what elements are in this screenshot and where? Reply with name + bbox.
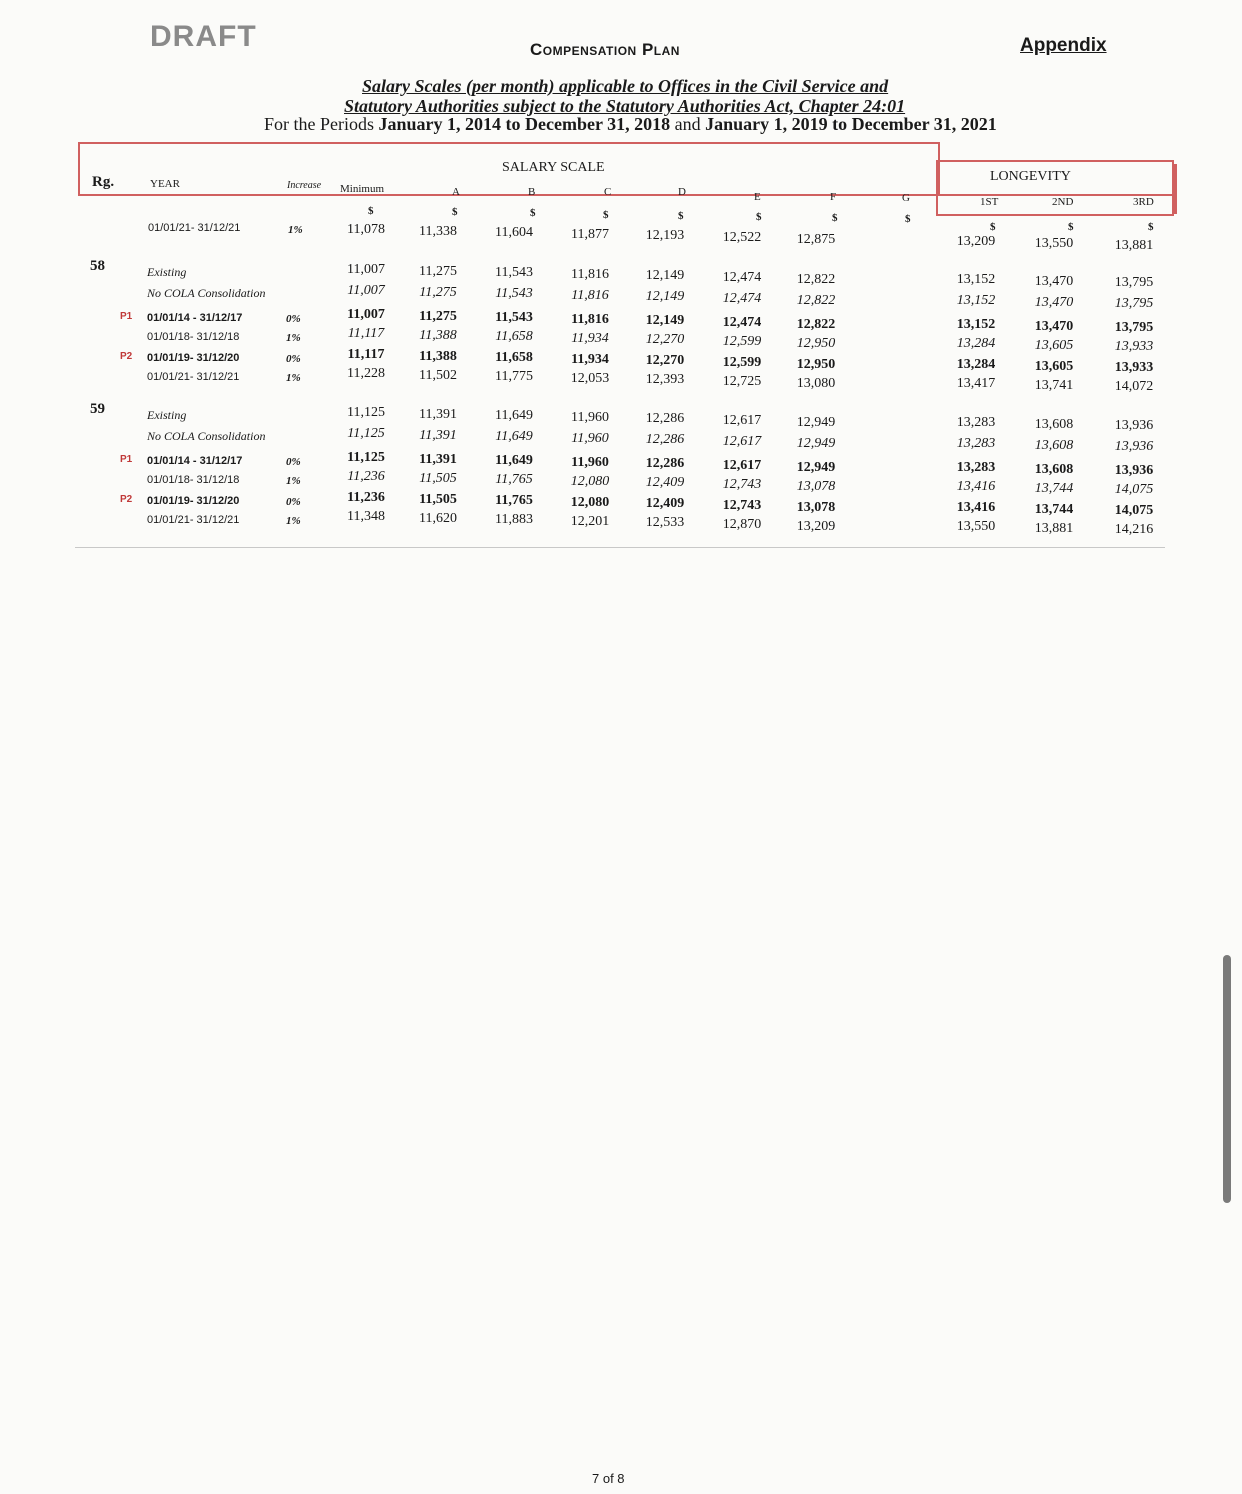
scale-value: 12,270 bbox=[645, 332, 685, 348]
scale-value: 11,078 bbox=[347, 222, 385, 237]
scale-value: 12,743 bbox=[722, 477, 762, 492]
row-increase: 0% bbox=[286, 496, 301, 508]
phase-marker: P2 bbox=[120, 494, 133, 505]
dollar-sign: $ bbox=[1068, 221, 1074, 233]
scale-value: 11,934 bbox=[571, 351, 609, 367]
longevity-value: 13,741 bbox=[1034, 377, 1074, 393]
dollar-sign: $ bbox=[905, 213, 911, 226]
scale-value: 11,391 bbox=[419, 427, 457, 443]
longevity-value: 13,608 bbox=[1034, 461, 1074, 477]
scale-value: 11,543 bbox=[495, 265, 533, 281]
dollar-sign: $ bbox=[368, 205, 374, 217]
row-label: 01/01/21- 31/12/21 bbox=[147, 371, 240, 383]
col-header-d: D bbox=[678, 186, 686, 198]
scale-value: 12,950 bbox=[796, 356, 836, 372]
row-label: 01/01/18- 31/12/18 bbox=[147, 474, 240, 486]
longevity-value: 13,608 bbox=[1034, 437, 1074, 453]
longevity-value: 13,550 bbox=[1034, 236, 1074, 251]
longevity-value: 13,284 bbox=[956, 357, 996, 372]
scale-value: 12,522 bbox=[722, 230, 762, 245]
scale-value: 12,822 bbox=[796, 316, 836, 332]
row-increase: 0% bbox=[286, 353, 301, 365]
appendix-label: Appendix bbox=[1020, 35, 1107, 56]
scale-value: 11,388 bbox=[419, 348, 457, 364]
scale-value: 12,743 bbox=[722, 498, 762, 513]
grade-number: 58 bbox=[90, 258, 105, 274]
scale-value: 11,816 bbox=[571, 266, 609, 282]
salary-scale-label: SALARY SCALE bbox=[502, 160, 605, 175]
longevity-value: 13,933 bbox=[1114, 360, 1154, 375]
dollar-sign: $ bbox=[832, 212, 838, 225]
scale-value: 11,388 bbox=[419, 327, 457, 343]
longevity-value: 13,416 bbox=[956, 500, 996, 515]
subtitle-line-1: Salary Scales (per month) applicable to Offices in the Civil Service and bbox=[362, 76, 889, 96]
scale-value: 11,125 bbox=[347, 450, 385, 465]
row-label: No COLA Consolidation bbox=[147, 429, 266, 443]
scale-value: 11,236 bbox=[347, 490, 385, 505]
row-label: Existing bbox=[147, 408, 187, 422]
row-increase: 1% bbox=[288, 224, 303, 236]
period-a: January 1, 2014 to December 31, 2018 bbox=[378, 114, 671, 134]
scale-value: 11,007 bbox=[347, 307, 385, 322]
scale-value: 12,949 bbox=[796, 459, 836, 475]
scale-value: 11,649 bbox=[495, 453, 533, 469]
scale-value: 11,007 bbox=[347, 262, 385, 277]
draft-watermark: DRAFT bbox=[150, 20, 257, 53]
rg-header: Rg. bbox=[92, 174, 115, 190]
longevity-value: 13,417 bbox=[956, 376, 996, 391]
col-header-a: A bbox=[452, 186, 460, 198]
minimum-header: Minimum bbox=[340, 183, 385, 195]
row-label: 01/01/18- 31/12/18 bbox=[147, 331, 240, 343]
scale-value: 12,053 bbox=[570, 370, 610, 386]
longevity-value: 13,209 bbox=[956, 234, 996, 249]
scale-value: 11,934 bbox=[571, 330, 609, 346]
scale-value: 11,275 bbox=[419, 263, 457, 279]
longevity-label: LONGEVITY bbox=[990, 169, 1071, 184]
scale-value: 12,080 bbox=[570, 473, 610, 489]
col-header-f: F bbox=[830, 191, 837, 203]
row-increase: 1% bbox=[286, 515, 301, 527]
scale-value: 11,816 bbox=[571, 311, 609, 327]
longevity-value: 14,075 bbox=[1114, 503, 1154, 518]
scale-value: 12,599 bbox=[722, 334, 762, 349]
scale-value: 12,949 bbox=[796, 414, 836, 430]
scale-value: 12,474 bbox=[722, 291, 762, 306]
scale-value: 11,125 bbox=[347, 426, 385, 441]
longevity-value: 13,550 bbox=[956, 519, 996, 534]
scale-value: 12,870 bbox=[722, 517, 762, 532]
row-label: 01/01/21- 31/12/21 bbox=[147, 514, 240, 526]
scale-value: 13,078 bbox=[796, 478, 836, 494]
scale-value: 11,658 bbox=[495, 329, 533, 345]
col-header-c: C bbox=[604, 186, 612, 198]
scale-value: 11,348 bbox=[347, 509, 385, 524]
scale-value: 11,275 bbox=[419, 308, 457, 324]
scale-value: 12,149 bbox=[645, 289, 685, 305]
longevity-value: 13,795 bbox=[1114, 275, 1154, 290]
longevity-value: 13,795 bbox=[1114, 296, 1154, 311]
scale-value: 12,533 bbox=[645, 515, 685, 531]
document-title: Compensation Plan bbox=[530, 40, 680, 59]
longevity-value: 13,284 bbox=[956, 336, 996, 351]
scale-value: 11,391 bbox=[419, 406, 457, 422]
longevity-value: 14,216 bbox=[1114, 522, 1154, 537]
col-header-b: B bbox=[528, 186, 536, 198]
row-label: No COLA Consolidation bbox=[147, 286, 266, 300]
scale-value: 11,775 bbox=[495, 369, 533, 385]
longevity-value: 13,933 bbox=[1114, 339, 1154, 354]
longevity-value: 13,608 bbox=[1034, 416, 1074, 432]
scale-value: 11,960 bbox=[571, 409, 609, 425]
scrollbar-thumb[interactable] bbox=[1223, 955, 1231, 1203]
scale-value: 11,816 bbox=[571, 287, 609, 303]
row-increase: 0% bbox=[286, 313, 301, 325]
scale-value: 11,765 bbox=[495, 493, 533, 509]
longevity-value: 13,283 bbox=[956, 415, 996, 430]
scale-value: 12,617 bbox=[722, 458, 762, 473]
scale-value: 11,228 bbox=[347, 366, 385, 381]
scale-value: 12,822 bbox=[796, 292, 836, 308]
longevity-value: 13,470 bbox=[1034, 318, 1074, 334]
scale-value: 12,617 bbox=[722, 434, 762, 449]
period-b: January 1, 2019 to December 31, 2021 bbox=[705, 114, 997, 134]
scale-value: 12,149 bbox=[645, 268, 685, 284]
longevity-value: 13,744 bbox=[1034, 480, 1074, 496]
scale-value: 11,117 bbox=[347, 347, 385, 362]
scale-value: 12,393 bbox=[645, 372, 685, 388]
phase-marker: P1 bbox=[120, 311, 133, 322]
scale-value: 11,877 bbox=[571, 226, 609, 242]
longevity-value: 13,416 bbox=[956, 479, 996, 494]
longevity-value: 13,936 bbox=[1114, 463, 1154, 478]
scale-value: 11,649 bbox=[495, 408, 533, 424]
scale-value: 12,193 bbox=[645, 228, 685, 244]
scale-value: 12,725 bbox=[722, 374, 762, 389]
scale-value: 13,078 bbox=[796, 499, 836, 515]
row-increase: 1% bbox=[286, 372, 301, 384]
longevity-value: 13,881 bbox=[1034, 520, 1074, 536]
periods-prefix: For the Periods bbox=[264, 114, 379, 134]
longevity-value: 13,881 bbox=[1114, 238, 1154, 253]
scale-value: 11,883 bbox=[495, 512, 533, 528]
scale-value: 11,125 bbox=[347, 405, 385, 420]
scale-value: 11,604 bbox=[495, 225, 533, 241]
row-year-label: 01/01/21- 31/12/21 bbox=[148, 222, 241, 234]
subtitle-line-2: Statutory Authorities subject to the Statutory Authorities Act, Chapter 24:01 bbox=[344, 96, 906, 116]
longevity-value: 13,936 bbox=[1114, 439, 1154, 454]
scale-value: 12,270 bbox=[645, 353, 685, 369]
periods-mid: and bbox=[670, 114, 706, 134]
row-increase: 1% bbox=[286, 332, 301, 344]
scale-value: 11,765 bbox=[495, 472, 533, 488]
scale-value: 11,620 bbox=[419, 510, 457, 526]
row-increase: 0% bbox=[286, 456, 301, 468]
scale-value: 11,543 bbox=[495, 310, 533, 326]
scale-value: 11,960 bbox=[571, 430, 609, 446]
row-label: 01/01/19- 31/12/20 bbox=[147, 495, 240, 507]
row-label: 01/01/14 - 31/12/17 bbox=[147, 312, 243, 324]
scale-value: 13,209 bbox=[796, 518, 836, 534]
scale-value: 12,599 bbox=[722, 355, 762, 370]
scale-value: 13,080 bbox=[796, 375, 836, 391]
periods-line bbox=[264, 114, 997, 135]
scale-value: 12,286 bbox=[645, 411, 685, 427]
dollar-sign: $ bbox=[1148, 221, 1154, 233]
longevity-value: 13,605 bbox=[1034, 337, 1074, 353]
longevity-header-1: 1ST bbox=[980, 196, 999, 208]
scale-value: 11,505 bbox=[419, 470, 457, 486]
year-header: YEAR bbox=[150, 178, 180, 190]
longevity-value: 13,152 bbox=[956, 317, 996, 332]
longevity-header-3: 3RD bbox=[1133, 196, 1154, 208]
scale-value: 12,949 bbox=[796, 435, 836, 451]
longevity-value: 13,283 bbox=[956, 460, 996, 475]
dollar-sign: $ bbox=[756, 211, 762, 223]
scale-value: 11,007 bbox=[347, 283, 385, 298]
dollar-sign: $ bbox=[452, 206, 458, 219]
scale-value: 12,286 bbox=[645, 456, 685, 472]
scale-value: 12,474 bbox=[722, 315, 762, 330]
scale-value: 11,338 bbox=[419, 223, 457, 239]
scale-value: 12,617 bbox=[722, 413, 762, 428]
dollar-sign: $ bbox=[603, 208, 609, 221]
scale-value: 12,080 bbox=[570, 494, 610, 510]
row-increase: 1% bbox=[286, 475, 301, 487]
scale-value: 12,875 bbox=[796, 231, 836, 247]
dollar-sign: $ bbox=[678, 209, 684, 222]
header-underline bbox=[78, 194, 1176, 196]
phase-marker: P2 bbox=[120, 351, 133, 362]
dollar-sign: $ bbox=[990, 221, 996, 233]
row-label: Existing bbox=[147, 265, 187, 279]
longevity-value: 13,744 bbox=[1034, 501, 1074, 517]
longevity-value: 14,075 bbox=[1114, 482, 1154, 497]
scale-value: 12,286 bbox=[645, 432, 685, 448]
scale-value: 12,201 bbox=[570, 513, 610, 529]
scale-value: 12,409 bbox=[645, 496, 685, 512]
longevity-header-edge bbox=[1172, 164, 1177, 214]
scale-value: 11,649 bbox=[495, 429, 533, 445]
scale-value: 11,658 bbox=[495, 350, 533, 366]
page-number: 7 of 8 bbox=[592, 1471, 625, 1486]
scale-value: 12,474 bbox=[722, 270, 762, 285]
longevity-header-2: 2ND bbox=[1052, 196, 1074, 208]
scale-value: 11,236 bbox=[347, 469, 385, 484]
longevity-value: 13,152 bbox=[956, 272, 996, 287]
scale-value: 12,822 bbox=[796, 271, 836, 287]
table-bottom-rule bbox=[75, 547, 1165, 548]
col-header-e: E bbox=[754, 191, 761, 203]
scale-value: 12,409 bbox=[645, 475, 685, 491]
longevity-value: 13,470 bbox=[1034, 273, 1074, 289]
increase-header: Increase bbox=[287, 180, 322, 191]
longevity-value: 13,283 bbox=[956, 436, 996, 451]
dollar-sign: $ bbox=[530, 207, 536, 220]
scale-value: 11,505 bbox=[419, 491, 457, 507]
scale-value: 11,391 bbox=[419, 451, 457, 467]
longevity-value: 14,072 bbox=[1114, 379, 1154, 394]
scale-value: 12,950 bbox=[796, 335, 836, 351]
scale-value: 11,502 bbox=[419, 367, 457, 383]
scale-value: 11,275 bbox=[419, 284, 457, 300]
col-header-g: G bbox=[902, 192, 910, 204]
row-label: 01/01/14 - 31/12/17 bbox=[147, 455, 243, 467]
longevity-value: 13,152 bbox=[956, 293, 996, 308]
scale-value: 12,149 bbox=[645, 313, 685, 329]
row-label: 01/01/19- 31/12/20 bbox=[147, 352, 240, 364]
scale-value: 11,117 bbox=[347, 326, 385, 341]
longevity-value: 13,795 bbox=[1114, 320, 1154, 335]
scale-value: 11,960 bbox=[571, 454, 609, 470]
longevity-value: 13,936 bbox=[1114, 418, 1154, 433]
longevity-value: 13,470 bbox=[1034, 294, 1074, 310]
scale-value: 11,543 bbox=[495, 286, 533, 302]
phase-marker: P1 bbox=[120, 454, 133, 465]
grade-number: 59 bbox=[90, 401, 105, 417]
longevity-value: 13,605 bbox=[1034, 358, 1074, 374]
